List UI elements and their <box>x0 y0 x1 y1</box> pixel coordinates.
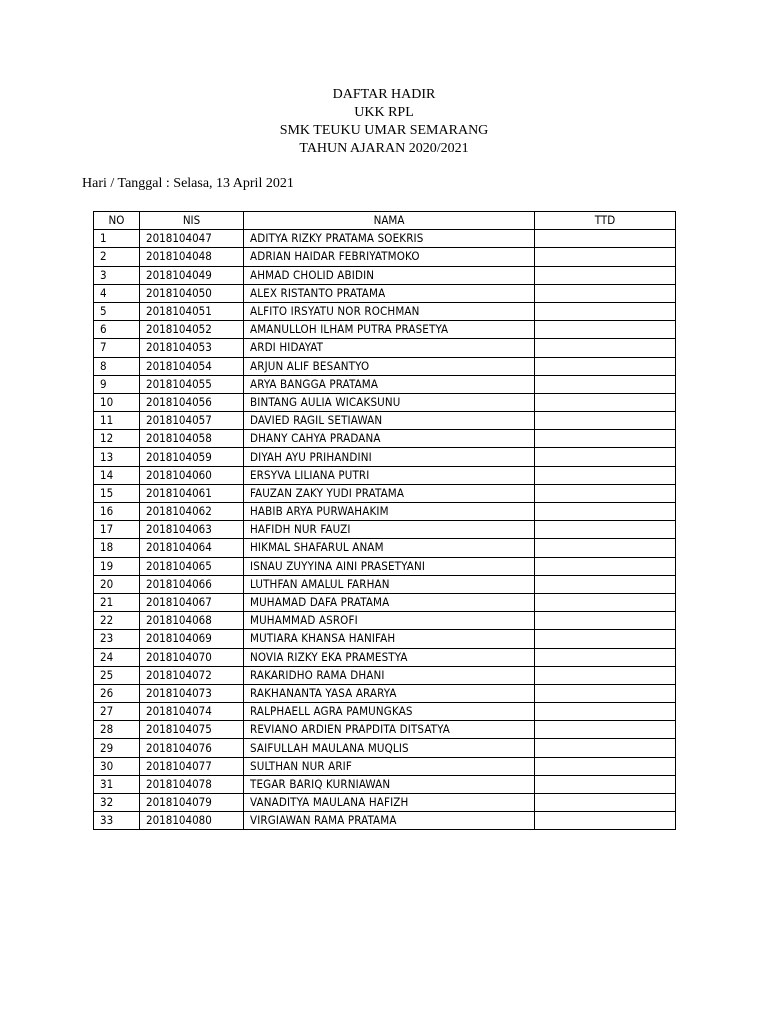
nis-cell: 2018104056 <box>140 393 244 411</box>
signature-cell <box>535 812 676 830</box>
signature-cell <box>535 248 676 266</box>
table-row <box>94 739 676 757</box>
table-row <box>94 339 676 357</box>
row-number-cell: 6 <box>94 321 140 339</box>
nis-cell: 2018104080 <box>140 812 244 830</box>
name-cell: HAFIDH NUR FAUZI <box>244 521 535 539</box>
table-row <box>94 666 676 684</box>
signature-cell <box>535 539 676 557</box>
name-cell: ERSYVA LILIANA PUTRI <box>244 466 535 484</box>
table-row <box>94 630 676 648</box>
signature-cell <box>535 575 676 593</box>
row-number-cell: 31 <box>94 775 140 793</box>
signature-cell <box>535 794 676 812</box>
nis-cell: 2018104069 <box>140 630 244 648</box>
name-cell: NOVIA RIZKY EKA PRAMESTYA <box>244 648 535 666</box>
nis-cell: 2018104063 <box>140 521 244 539</box>
title-line-3: SMK TEUKU UMAR SEMARANG <box>279 123 489 138</box>
signature-cell <box>535 448 676 466</box>
name-cell: FAUZAN ZAKY YUDI PRATAMA <box>244 484 535 502</box>
name-cell: MUTIARA KHANSA HANIFAH <box>244 630 535 648</box>
name-cell: ALFITO IRSYATU NOR ROCHMAN <box>244 302 535 320</box>
name-cell: ARDI HIDAYAT <box>244 339 535 357</box>
row-number-cell: 16 <box>94 503 140 521</box>
signature-cell <box>535 721 676 739</box>
row-number-cell: 28 <box>94 721 140 739</box>
nis-cell: 2018104049 <box>140 266 244 284</box>
table-row <box>94 503 676 521</box>
row-number-cell: 29 <box>94 739 140 757</box>
table-row <box>94 648 676 666</box>
table-row <box>94 321 676 339</box>
signature-cell <box>535 412 676 430</box>
row-number-cell: 26 <box>94 684 140 702</box>
name-cell: SULTHAN NUR ARIF <box>244 757 535 775</box>
nis-cell: 2018104078 <box>140 775 244 793</box>
table-row <box>94 393 676 411</box>
nis-cell: 2018104067 <box>140 593 244 611</box>
name-cell: MUHAMMAD ASROFI <box>244 612 535 630</box>
row-number-cell: 30 <box>94 757 140 775</box>
table-row <box>94 775 676 793</box>
table-row <box>94 593 676 611</box>
table-row <box>94 521 676 539</box>
nis-cell: 2018104079 <box>140 794 244 812</box>
name-cell: ARYA BANGGA PRATAMA <box>244 375 535 393</box>
signature-cell <box>535 557 676 575</box>
signature-cell <box>535 775 676 793</box>
signature-cell <box>535 430 676 448</box>
row-number-cell: 10 <box>94 393 140 411</box>
table-row <box>94 302 676 320</box>
table-row <box>94 684 676 702</box>
name-cell: BINTANG AULIA WICAKSUNU <box>244 393 535 411</box>
table-row <box>94 721 676 739</box>
signature-cell <box>535 466 676 484</box>
table-row <box>94 484 676 502</box>
row-number-cell: 9 <box>94 375 140 393</box>
signature-cell <box>535 703 676 721</box>
row-number-cell: 11 <box>94 412 140 430</box>
row-number-cell: 24 <box>94 648 140 666</box>
row-number-cell: 21 <box>94 593 140 611</box>
row-number-cell: 20 <box>94 575 140 593</box>
signature-cell <box>535 375 676 393</box>
row-number-cell: 4 <box>94 284 140 302</box>
name-cell: SAIFULLAH MAULANA MUQLIS <box>244 739 535 757</box>
nis-cell: 2018104053 <box>140 339 244 357</box>
table-row <box>94 703 676 721</box>
signature-cell <box>535 266 676 284</box>
table-row <box>94 266 676 284</box>
row-number-cell: 32 <box>94 794 140 812</box>
signature-cell <box>535 593 676 611</box>
signature-cell <box>535 339 676 357</box>
table-row <box>94 812 676 830</box>
name-cell: AHMAD CHOLID ABIDIN <box>244 266 535 284</box>
table-header-row <box>94 212 676 230</box>
date-line: Hari / Tanggal : Selasa, 13 April 2021 <box>82 176 294 191</box>
signature-cell <box>535 739 676 757</box>
table-row <box>94 248 676 266</box>
table-row <box>94 448 676 466</box>
signature-cell <box>535 521 676 539</box>
name-cell: HIKMAL SHAFARUL ANAM <box>244 539 535 557</box>
title-line-2: UKK RPL <box>354 105 414 120</box>
nis-cell: 2018104048 <box>140 248 244 266</box>
nis-cell: 2018104054 <box>140 357 244 375</box>
table-row <box>94 284 676 302</box>
row-number-cell: 12 <box>94 430 140 448</box>
table-row <box>94 412 676 430</box>
row-number-cell: 27 <box>94 703 140 721</box>
nis-cell: 2018104075 <box>140 721 244 739</box>
name-cell: RAKARIDHO RAMA DHANI <box>244 666 535 684</box>
nis-cell: 2018104055 <box>140 375 244 393</box>
nis-cell: 2018104064 <box>140 539 244 557</box>
nis-cell: 2018104065 <box>140 557 244 575</box>
name-cell: ADRIAN HAIDAR FEBRIYATMOKO <box>244 248 535 266</box>
document-title-block <box>0 86 768 158</box>
nis-cell: 2018104068 <box>140 612 244 630</box>
nis-cell: 2018104051 <box>140 302 244 320</box>
column-header-nis: NIS <box>140 212 244 230</box>
table-row <box>94 375 676 393</box>
signature-cell <box>535 503 676 521</box>
name-cell: AMANULLOH ILHAM PUTRA PRASETYA <box>244 321 535 339</box>
signature-cell <box>535 393 676 411</box>
signature-cell <box>535 684 676 702</box>
row-number-cell: 33 <box>94 812 140 830</box>
row-number-cell: 18 <box>94 539 140 557</box>
nis-cell: 2018104061 <box>140 484 244 502</box>
table-row <box>94 757 676 775</box>
name-cell: TEGAR BARIQ KURNIAWAN <box>244 775 535 793</box>
table-row <box>94 794 676 812</box>
signature-cell <box>535 666 676 684</box>
row-number-cell: 22 <box>94 612 140 630</box>
nis-cell: 2018104047 <box>140 230 244 248</box>
name-cell: ALEX RISTANTO PRATAMA <box>244 284 535 302</box>
nis-cell: 2018104076 <box>140 739 244 757</box>
nis-cell: 2018104050 <box>140 284 244 302</box>
title-line-4: TAHUN AJARAN 2020/2021 <box>299 141 469 156</box>
nis-cell: 2018104062 <box>140 503 244 521</box>
signature-cell <box>535 648 676 666</box>
column-header-nama: NAMA <box>244 212 535 230</box>
table-row <box>94 230 676 248</box>
name-cell: DHANY CAHYA PRADANA <box>244 430 535 448</box>
table-row <box>94 575 676 593</box>
name-cell: DAVIED RAGIL SETIAWAN <box>244 412 535 430</box>
row-number-cell: 8 <box>94 357 140 375</box>
name-cell: VIRGIAWAN RAMA PRATAMA <box>244 812 535 830</box>
row-number-cell: 14 <box>94 466 140 484</box>
nis-cell: 2018104070 <box>140 648 244 666</box>
signature-cell <box>535 230 676 248</box>
name-cell: DIYAH AYU PRIHANDINI <box>244 448 535 466</box>
row-number-cell: 19 <box>94 557 140 575</box>
nis-cell: 2018104057 <box>140 412 244 430</box>
signature-cell <box>535 757 676 775</box>
nis-cell: 2018104060 <box>140 466 244 484</box>
nis-cell: 2018104074 <box>140 703 244 721</box>
name-cell: ISNAU ZUYYINA AINI PRASETYANI <box>244 557 535 575</box>
row-number-cell: 13 <box>94 448 140 466</box>
name-cell: MUHAMAD DAFA PRATAMA <box>244 593 535 611</box>
table-body <box>94 230 676 830</box>
signature-cell <box>535 321 676 339</box>
signature-cell <box>535 357 676 375</box>
table-row <box>94 539 676 557</box>
title-line-1: DAFTAR HADIR <box>332 87 436 102</box>
table-row <box>94 557 676 575</box>
column-header-ttd: TTD <box>535 212 676 230</box>
row-number-cell: 2 <box>94 248 140 266</box>
table-row <box>94 430 676 448</box>
name-cell: RAKHANANTA YASA ARARYA <box>244 684 535 702</box>
attendance-table <box>93 211 676 830</box>
table-row <box>94 357 676 375</box>
name-cell: HABIB ARYA PURWAHAKIM <box>244 503 535 521</box>
table-row <box>94 612 676 630</box>
row-number-cell: 1 <box>94 230 140 248</box>
nis-cell: 2018104058 <box>140 430 244 448</box>
signature-cell <box>535 630 676 648</box>
signature-cell <box>535 284 676 302</box>
signature-cell <box>535 484 676 502</box>
nis-cell: 2018104066 <box>140 575 244 593</box>
name-cell: VANADITYA MAULANA HAFIZH <box>244 794 535 812</box>
row-number-cell: 7 <box>94 339 140 357</box>
column-header-no: NO <box>94 212 140 230</box>
row-number-cell: 17 <box>94 521 140 539</box>
row-number-cell: 5 <box>94 302 140 320</box>
row-number-cell: 15 <box>94 484 140 502</box>
name-cell: ARJUN ALIF BESANTYO <box>244 357 535 375</box>
row-number-cell: 23 <box>94 630 140 648</box>
signature-cell <box>535 612 676 630</box>
row-number-cell: 25 <box>94 666 140 684</box>
signature-cell <box>535 302 676 320</box>
table-row <box>94 466 676 484</box>
nis-cell: 2018104072 <box>140 666 244 684</box>
nis-cell: 2018104073 <box>140 684 244 702</box>
name-cell: ADITYA RIZKY PRATAMA SOEKRIS <box>244 230 535 248</box>
nis-cell: 2018104059 <box>140 448 244 466</box>
nis-cell: 2018104052 <box>140 321 244 339</box>
name-cell: LUTHFAN AMALUL FARHAN <box>244 575 535 593</box>
name-cell: REVIANO ARDIEN PRAPDITA DITSATYA <box>244 721 535 739</box>
row-number-cell: 3 <box>94 266 140 284</box>
name-cell: RALPHAELL AGRA PAMUNGKAS <box>244 703 535 721</box>
nis-cell: 2018104077 <box>140 757 244 775</box>
